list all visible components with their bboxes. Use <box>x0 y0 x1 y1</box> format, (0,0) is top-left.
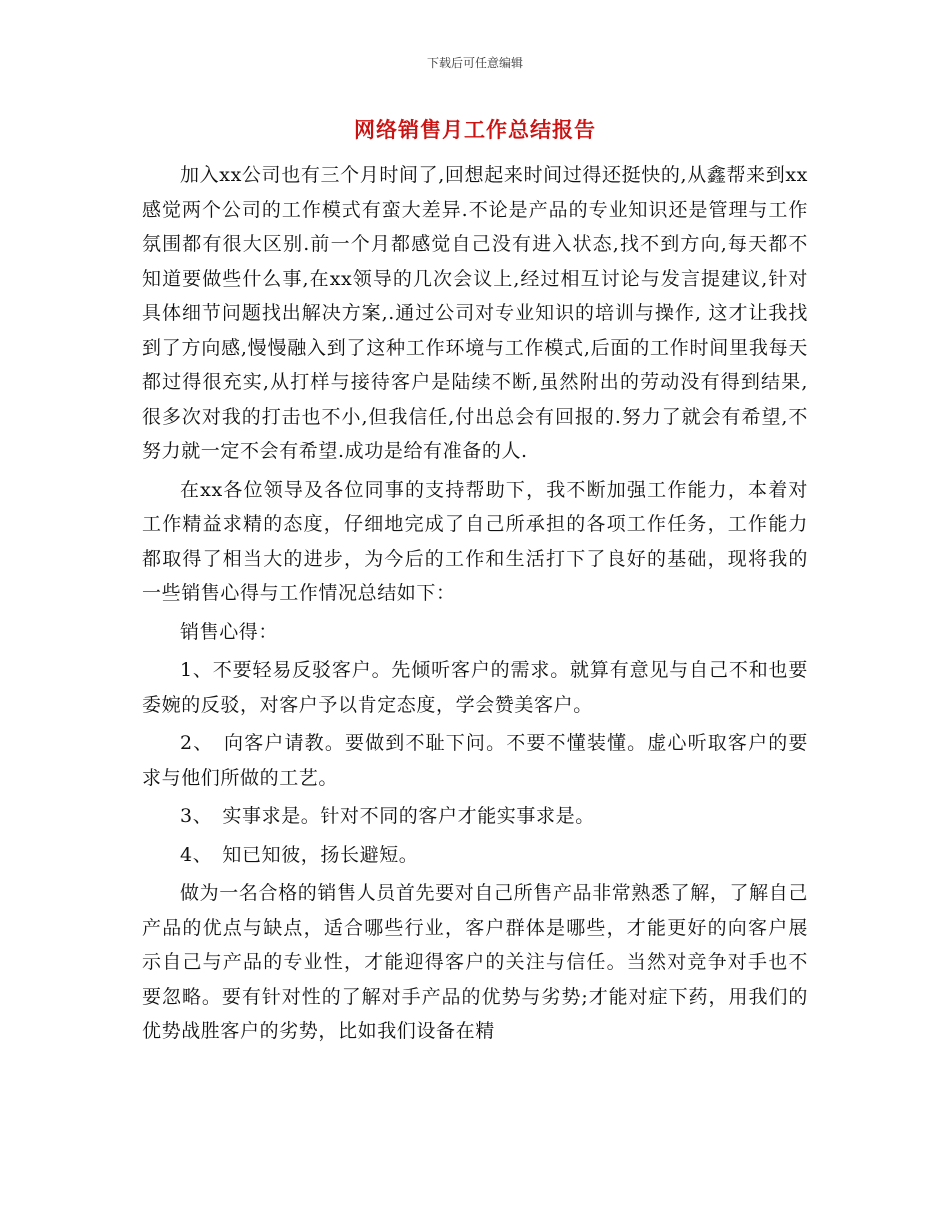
paragraph-summary: 在xx各位领导及各位同事的支持帮助下，我不断加强工作能力，本着对工作精益求精的态度，仔细地完成了自己所承担的各项工作任务，工作能力都取得了相当大的进步，为今后的工作和生活打下了良好的基础，现将我的一些销售心得与工作情况总结如下： <box>142 478 808 604</box>
page-header: 下载后可任意编辑 <box>426 56 523 70</box>
list-item-3: 3、 实事求是。针对不同的客户才能实事求是。 <box>180 805 595 827</box>
list-item-2: 2、 向客户请教。要做到不耻下问。不要不懂装懂。虚心听取客户的要求与他们所做的工艺。 <box>142 732 808 789</box>
paragraph-intro: 加入xx公司也有三个月时间了,回想起来时间过得还挺快的,从鑫帮来到xx感觉两个公司的工作模式有蛮大差异.不论是产品的专业知识还是管理与工作氛围都有很大区别.前一个月都感觉自己没有进入状态,找不到方向,每天都不知道要做些什么事,在xx领导的几次会议上,经过相互讨论与发言提建议,针对具体细节问题找出解决方案,.通过公司对专业知识的培训与操作, 这才让我找到了方向感,慢慢融入到了这种工作环境与工作模式,后面的工作时间里我每天都过得很充实,从打样与接待客户是陆续不断,虽然附出的劳动没有得到结果,很多次对我的打击也不小,但我信任,付出总会有回报的.努力了就会有希望,不努力就一定不会有希望.成功是给有准备的人. <box>142 164 808 462</box>
document-title: 网络销售月工作总结报告 <box>354 117 596 142</box>
list-item-4: 4、 知已知彼，扬长避短。 <box>180 843 419 866</box>
document-body <box>142 158 808 1049</box>
section-heading-sales-tips: 销售心得： <box>180 620 279 643</box>
list-item-1: 1、不要轻易反驳客户。先倾听客户的需求。就算有意见与自己不和也要委婉的反驳，对客户予以肯定态度，学会赞美客户。 <box>142 659 808 716</box>
paragraph-product-knowledge: 做为一名合格的销售人员首先要对自己所售产品非常熟悉了解，了解自己产品的优点与缺点，适合哪些行业，客户群体是哪些，才能更好的向客户展示自己与产品的专业性，才能迎得客户的关注与信任。当然对竞争对手也不要忽略。要有针对性的了解对手产品的优势与劣势;才能对症下药，用我们的优势战胜客户的劣势，比如我们设备在精 <box>142 882 808 1042</box>
